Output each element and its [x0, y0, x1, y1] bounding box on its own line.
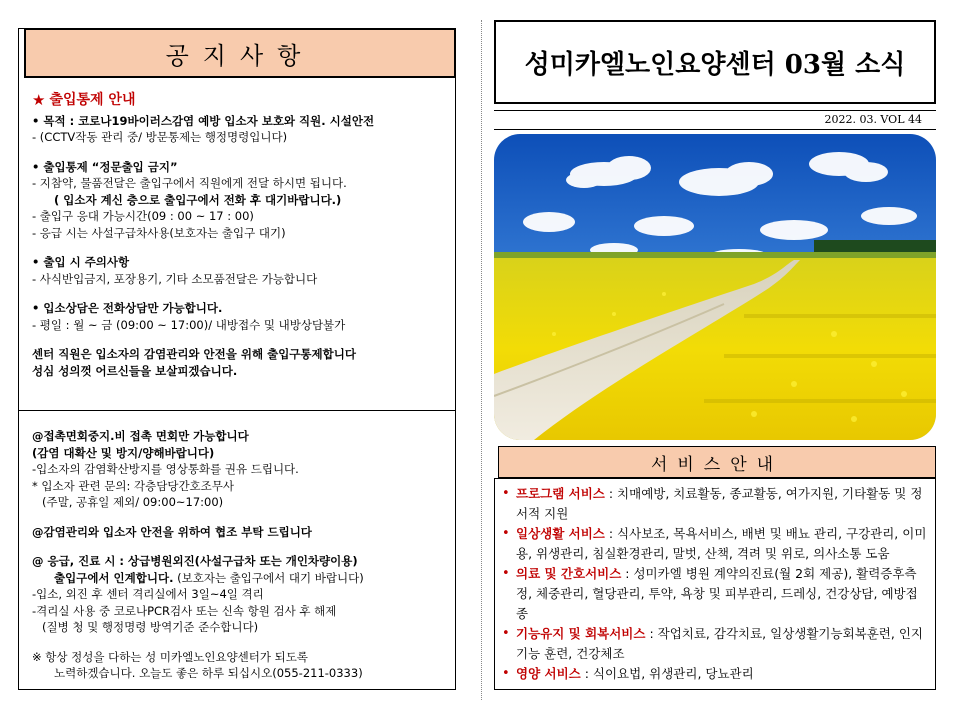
service-name: 의료 및 간호서비스 — [516, 566, 622, 581]
service-name: 영양 서비스 — [516, 666, 581, 681]
section-title-text: 출입통제 안내 — [49, 92, 136, 108]
service-name: 기능유지 및 회복서비스 — [516, 626, 646, 641]
notice-line — [32, 287, 442, 300]
notice-line — [32, 636, 442, 649]
notice-line: • 목적 : 코로나19바이러스감염 예방 입소자 보호와 직원. 시설안전 — [32, 113, 375, 128]
notice-line: -입소, 외진 후 센터 격리실에서 3일~4일 격리 — [32, 587, 264, 601]
notice-line: - 응급 시는 사설구급차사용(보호자는 출입구 대기) — [32, 225, 286, 240]
star-icon: ★ — [32, 91, 46, 109]
notice-line: • 입소상담은 전화상담만 가능합니다. — [32, 301, 223, 315]
services-list — [502, 484, 928, 684]
notice-line — [32, 146, 442, 159]
service-item — [502, 564, 928, 624]
notice-line: - 평일 : 월 ~ 금 (09:00 ~ 17:00)/ 내방접수 및 내방상담불가 — [32, 317, 346, 332]
notice-line: (주말, 공휴일 제외/ 09:00~17:00) — [42, 495, 224, 509]
notice-line — [32, 333, 442, 346]
service-description: : 식이요법, 위생관리, 당뇨관리 — [580, 666, 754, 681]
notice-line: 성심 성의껏 어르신들을 보살피겠습니다. — [32, 363, 238, 378]
notice-line: - (CCTV작동 관리 중/ 방문통제는 행정명령입니다) — [32, 130, 288, 144]
service-name: 일상생활 서비스 — [516, 526, 605, 541]
notice-line: 노력하겠습니다. 오늘도 좋은 하루 되십시오(055-211-0333) — [54, 666, 363, 680]
notice-top-lines — [32, 113, 442, 380]
service-name: 프로그램 서비스 — [516, 486, 605, 501]
notice-line: • 출입통제 “정문출입 금지” — [32, 159, 178, 174]
service-item — [502, 484, 928, 524]
notice-line: -격리실 사용 중 코로나PCR검사 또는 신속 항원 검사 후 해제 — [32, 603, 337, 618]
notice-bottom-lines — [32, 428, 442, 682]
newsletter-title: 성미카엘노인요양센터 03월 소식 — [494, 20, 936, 104]
notice-line: • 출입 시 주의사항 — [32, 255, 130, 269]
notice-line — [32, 241, 442, 254]
notice-line: @접촉면회중지.비 접촉 면회만 가능합니다 — [32, 429, 249, 443]
service-item — [502, 664, 928, 684]
bullet-icon: • — [502, 666, 510, 681]
notice-visit-info — [32, 428, 442, 682]
notice-line: ※ 항상 정성을 다하는 성 미카엘노인요양센터가 되도록 — [32, 649, 308, 664]
notice-line: - 사식반입금지, 포장용기, 기타 소모품전달은 가능합니다 — [32, 271, 318, 286]
section-title — [32, 92, 442, 109]
bullet-icon: • — [502, 486, 510, 501]
service-item — [502, 624, 928, 664]
notice-line: 출입구에서 인계합니다. (보호자는 출입구에서 대기 바랍니다) — [54, 570, 364, 585]
notice-line: @ 응급, 진료 시 : 상급병원외진(사설구급차 또는 개인차량이용) — [32, 554, 358, 568]
notice-line: (질병 청 및 행정명령 방역기준 준수합니다) — [42, 620, 259, 634]
notice-line: @감염관리와 입소자 안전을 위하여 협조 부탁 드립니다 — [32, 524, 312, 539]
notice-line: - 출입구 응대 가능시간(09 : 00 ~ 17 : 00) — [32, 209, 254, 223]
service-description: : 식사보조, 목욕서비스, 배변 및 배뇨 관리, 구강관리, 이미용, 위생관리, 침실환경관리, 말벗, 산책, 격려 및 위로, 의사소통 도움 — [516, 526, 927, 561]
bullet-icon: • — [502, 566, 510, 581]
notice-header: 공지사항 — [24, 28, 456, 78]
service-description: : 성미카엘 병원 계약의진료(월 2회 제공), 활력증후측정, 체중관리, 혈당관리, 투약, 욕창 및 피부관리, 드레싱, 건강상담, 예방접종 — [516, 566, 918, 621]
notice-line: 센터 직원은 입소자의 감염관리와 안전을 위해 출입구통제합니다 — [32, 347, 356, 361]
divider — [18, 410, 456, 411]
notice-line: -입소자의 감염확산방지를 영상통화를 권유 드립니다. — [32, 462, 299, 476]
notice-line: - 지참약, 물품전달은 출입구에서 직원에게 전달 하시면 됩니다. — [32, 176, 347, 190]
bullet-icon: • — [502, 626, 510, 641]
notice-access-control — [32, 92, 442, 379]
bullet-icon: • — [502, 526, 510, 541]
column-divider — [481, 20, 482, 700]
services-header: 서비스안내 — [498, 446, 936, 478]
notice-line — [32, 511, 442, 524]
notice-line — [32, 540, 442, 553]
notice-line: ( 입소자 계신 층으로 출입구에서 전화 후 대기바랍니다.) — [54, 192, 342, 207]
volume-line: 2022. 03. VOL 44 — [494, 110, 936, 130]
service-description: : 작업치료, 감각치료, 일상생활기능회복훈련, 인지 기능 훈련, 건강체조 — [516, 626, 923, 661]
notice-line: * 입소자 관련 문의: 각층담당간호조무사 — [32, 478, 234, 493]
service-description: : 치매예방, 치료활동, 종교활동, 여가지원, 기타활동 및 정서적 지원 — [516, 486, 923, 521]
service-item — [502, 524, 928, 564]
notice-line: (감염 대확산 및 방지/양해바랍니다) — [32, 445, 215, 460]
canola-field-road-image — [494, 134, 936, 440]
